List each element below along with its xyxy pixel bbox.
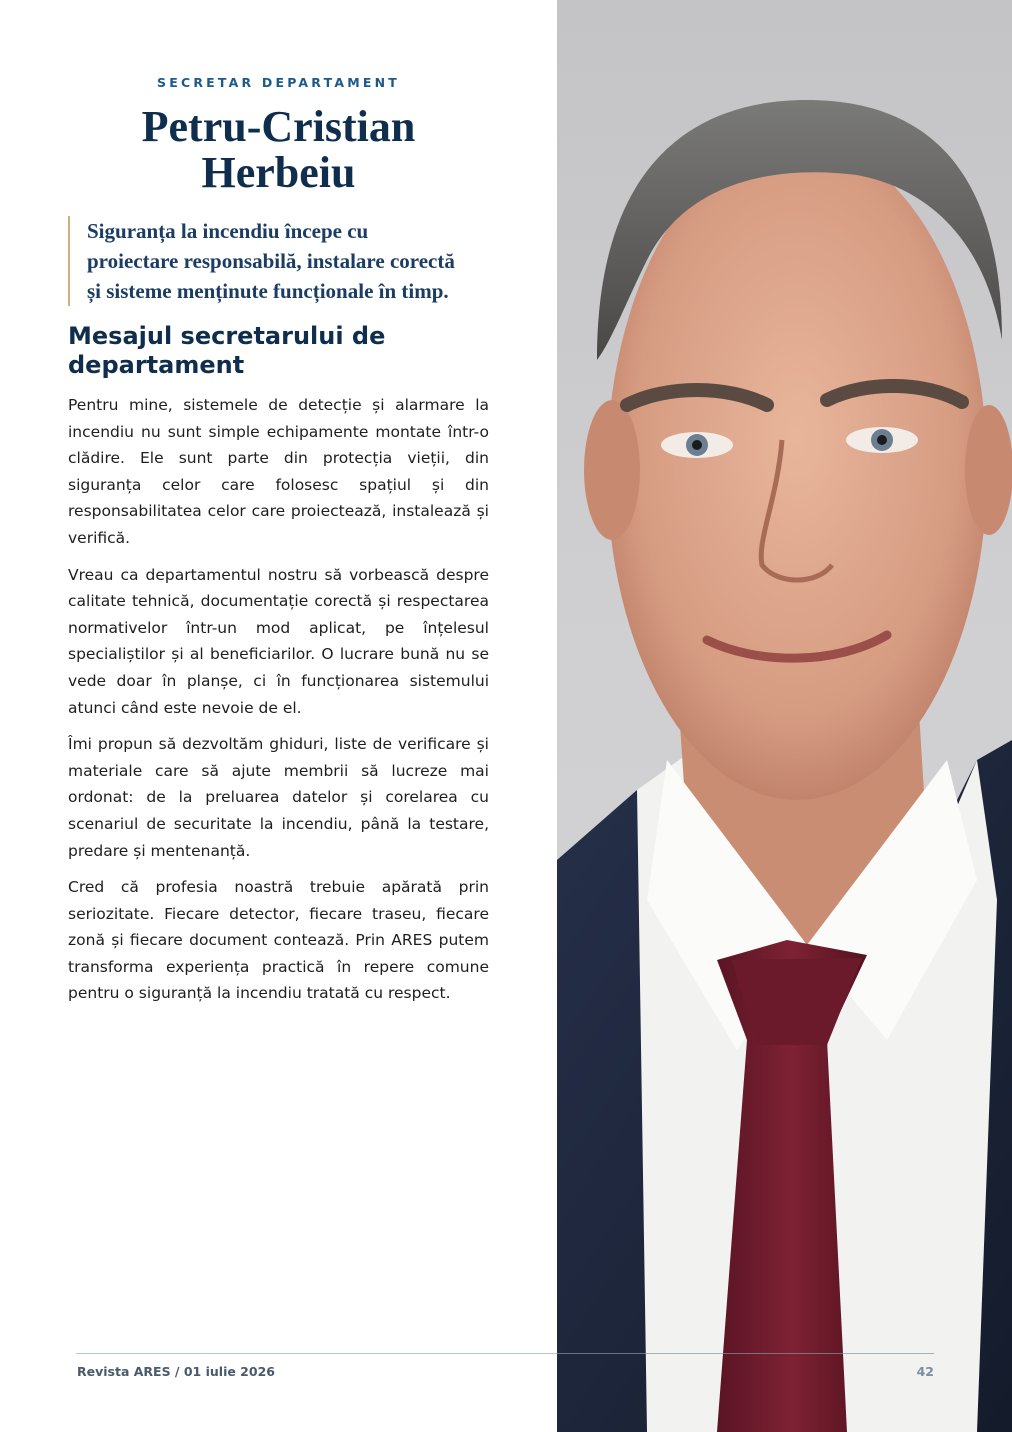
pull-quote-line1: Siguranța la incendiu începe cu (87, 219, 369, 243)
pull-quote-line2: proiectare responsabilă, instalare corectă (87, 249, 455, 273)
section-heading-line1: Mesajul secretarului de (68, 322, 386, 350)
pull-quote-line3: și sisteme menținute funcționale în timp. (87, 279, 449, 303)
body-paragraph: Pentru mine, sistemele de detecție și alarmare la incendiu nu sunt simple echipamente montate într-o clădire. Ele sunt parte din protecția vieții, din siguranța celor care folosesc spațiul și din responsabilitatea celor care proiectează, instalează și verifică. (68, 396, 489, 547)
pull-quote (68, 216, 489, 306)
section-heading-line2: departament (68, 351, 245, 379)
article-body (68, 392, 489, 1017)
body-paragraph: Cred că profesia noastră trebuie apărată prin seriozitate. Fiecare detector, fiecare traseu, fiecare zonă și fiecare document contează. Prin ARES putem transforma experiența practică în repere comune pentru o siguranță la incendiu tratată cu respect. (68, 878, 489, 1003)
footer-divider (76, 1353, 557, 1354)
person-name-line1: Petru-Cristian (141, 102, 416, 151)
body-paragraph: Vreau ca departamentul nostru să vorbească despre calitate tehnică, documentație corectă și respectarea normativelor într-un mod aplicat, pe înțelesul specialiștilor și al beneficiarilor. O lucrare bună nu se vede doar în planșe, ci în funcționarea sistemului atunci când este nevoie de el. (68, 565, 489, 717)
page-number: 42 (916, 1364, 934, 1379)
person-name (68, 104, 489, 196)
body-paragraph: Îmi propun să dezvoltăm ghiduri, liste de verificare și materiale care să ajute membrii să lucreze mai ordonat: de la preluarea datelor și corelarea cu scenariul de securitate la incendiu, până la testare, predare și mentenanță. (68, 735, 489, 860)
portrait-illustration (557, 0, 1012, 1432)
footer-publication: Revista ARES / 01 iulie 2026 (77, 1364, 275, 1379)
person-name-line2: Herbeiu (201, 148, 356, 197)
portrait-photo (557, 0, 1012, 1432)
role-kicker: SECRETAR DEPARTAMENT (157, 75, 400, 90)
footer-divider-overlay (557, 1353, 934, 1354)
section-heading (68, 322, 489, 380)
